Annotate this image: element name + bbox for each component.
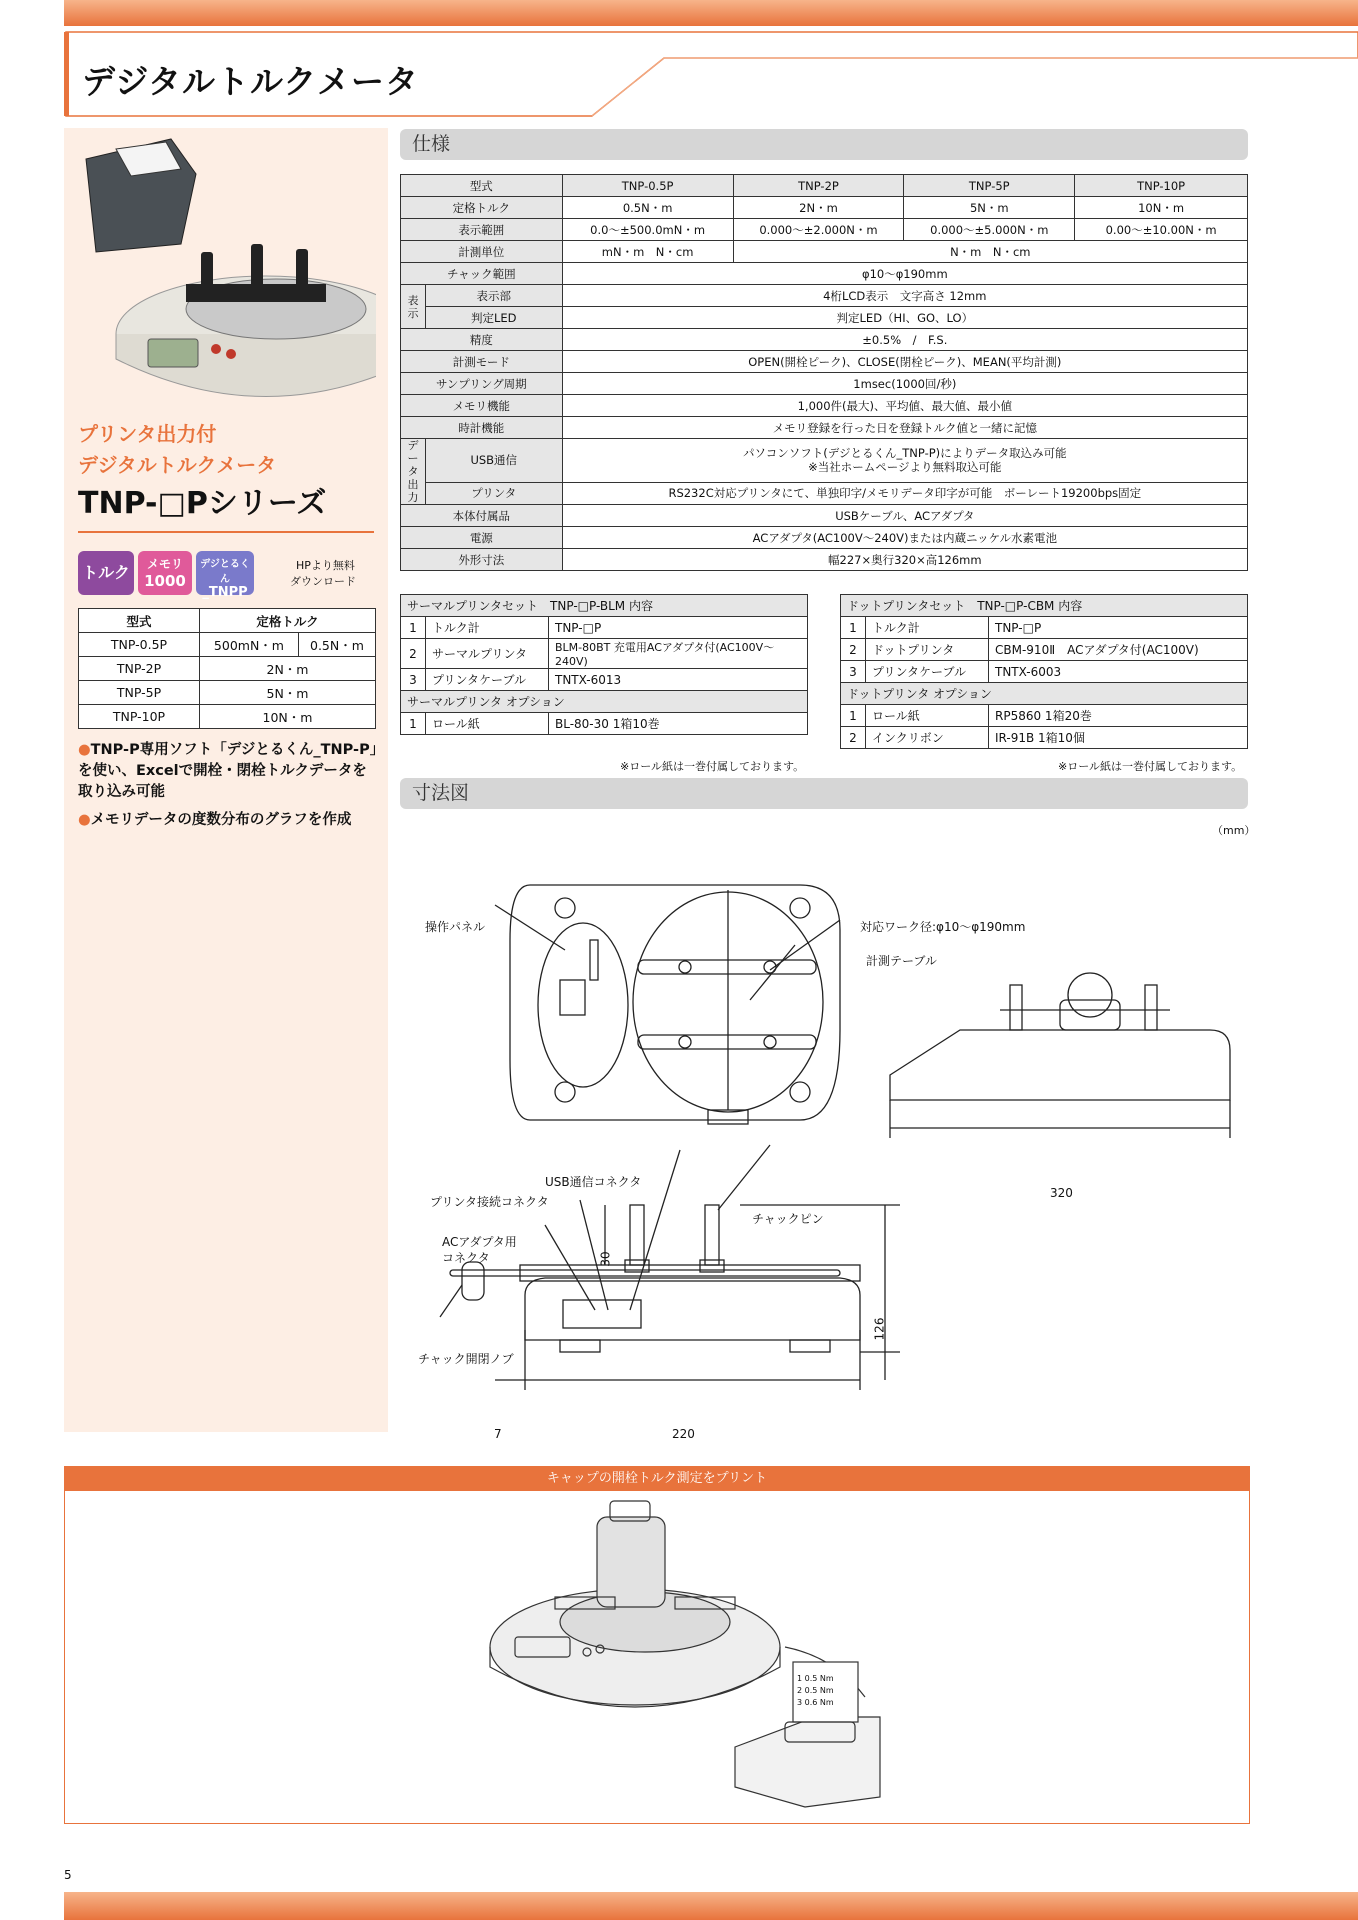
table-row [841,661,1248,683]
bullet-dot-icon: ● [78,742,91,758]
spec-label: 時計機能 [401,417,563,439]
item-value: TNP-□P [549,617,808,639]
spec-row [401,219,1248,241]
spec-row [401,373,1248,395]
item-value: CBM-910Ⅱ ACアダプタ付(AC100V) [989,639,1248,661]
thermal-set-title: サーマルプリンタセット TNP-□P-BLM 内容 [401,595,808,617]
table-row [79,681,376,705]
badge-memory-label: メモリ [146,557,183,571]
table-row [401,713,808,735]
dim-126: 126 [872,1317,887,1341]
spec-value: 0.00～±10.00N・m [1075,219,1248,241]
spec-group-display: 表示 [401,285,426,329]
spec-value: 0.000～±5.000N・m [904,219,1075,241]
spec-value: 幅227×奥行320×高126mm [562,549,1247,571]
bullet-2 [78,808,378,829]
model-cell: TNP-10P [79,705,200,729]
spec-row [401,241,1248,263]
item-name: トルク計 [866,617,989,639]
hp-note-2: ダウンロード [290,575,356,588]
item-value: TNTX-6013 [549,669,808,691]
usb-line-2: ※当社ホームページより無料取込可能 [808,460,1002,475]
row-number: 3 [401,669,426,691]
dot-set-table [840,594,1248,749]
rated-cell: 0.5N・m [298,633,375,657]
item-value: RP5860 1箱20巻 [989,705,1248,727]
row-number: 1 [841,705,866,727]
spec-value: 0.000～±2.000N・m [733,219,904,241]
spec-value: 1,000件(最大)、平均値、最大値、最小値 [562,395,1247,417]
title-banner [64,30,1358,118]
spec-row [401,175,1248,197]
spec-head: TNP-5P [904,175,1075,197]
spec-label: 表示部 [425,285,562,307]
dim-220: 220 [672,1427,695,1441]
thermal-option-title: サーマルプリンタ オプション [401,691,808,713]
label-chuck-pin: チャックピン [752,1212,824,1226]
spec-label: 計測モード [401,351,563,373]
label-ac-adapter-2: コネクタ [442,1251,490,1265]
page-number: 5 [64,1868,72,1882]
printout-text [797,1673,834,1709]
row-number: 1 [841,617,866,639]
rated-cell: 10N・m [200,705,376,729]
model-table [78,608,376,729]
row-number: 1 [401,713,426,735]
spec-table [400,174,1248,571]
spec-value: メモリ登録を行った日を登録トルク値と一緒に記憶 [562,417,1247,439]
dim-30: 30 [598,1251,613,1267]
hp-note-1: HPより無料 [296,559,355,572]
label-usb-connector: USB通信コネクタ [545,1175,642,1189]
spec-row [401,197,1248,219]
spec-row [401,439,1248,483]
row-number: 1 [401,617,426,639]
item-name: プリンタケーブル [426,669,549,691]
label-measure-table: 計測テーブル [866,954,937,968]
spec-value: USBケーブル、ACアダプタ [562,505,1247,527]
model-cell: TNP-0.5P [79,633,200,657]
item-name: プリンタケーブル [866,661,989,683]
spec-value [562,439,1247,483]
item-value: BLM-80BT 充電用ACアダプタ付(AC100V～240V) [549,639,808,669]
table-row [401,669,808,691]
unit-label: （mm） [1212,824,1256,837]
item-value: IR-91B 1箱10個 [989,727,1248,749]
dimension-drawing [400,860,1250,1460]
divider [78,531,374,533]
item-name: ロール紙 [426,713,549,735]
spec-label: USB通信 [425,439,562,483]
left-panel [64,128,388,1432]
item-value: TNTX-6003 [989,661,1248,683]
dim-320: 320 [1050,1186,1073,1200]
badge-software-label: デジとるくん [200,559,250,585]
printout-line-2: 2 0.5 Nm [797,1686,834,1695]
spec-label: 外形寸法 [401,549,563,571]
label-ac-adapter-1: ACアダプタ用 [442,1235,517,1249]
spec-row [401,329,1248,351]
spec-value: φ10～φ190mm [562,263,1247,285]
spec-value: 2N・m [733,197,904,219]
table-row [79,705,376,729]
printout-line-1: 1 0.5 Nm [797,1674,834,1683]
spec-value: 0.0～±500.0mN・m [562,219,733,241]
item-value: TNP-□P [989,617,1248,639]
product-name: TNP-□Pシリーズ [78,486,327,521]
dot-set-title: ドットプリンタセット TNP-□P-CBM 内容 [841,595,1248,617]
row-number: 2 [841,727,866,749]
spec-label: 計測単位 [401,241,563,263]
feature-badges [78,551,378,600]
spec-group-data-output: データ出力 [401,439,426,505]
spec-label: 定格トルク [401,197,563,219]
table-row [401,639,808,669]
th-rated: 定格トルク [200,609,376,633]
spec-label: プリンタ [425,482,562,504]
badge-memory-count: 1000 [144,572,186,590]
spec-label: 型式 [401,175,563,197]
bottom-decorative-bar [64,1892,1358,1920]
badge-memory [138,551,192,595]
rated-cell: 2N・m [200,657,376,681]
label-chuck-knob: チャック開閉ノブ [418,1352,514,1366]
spec-row [401,263,1248,285]
spec-label: 精度 [401,329,563,351]
spec-row [401,395,1248,417]
product-subtitle-2: デジタルトルクメータ [78,453,277,477]
spec-value: 4桁LCD表示 文字高さ 12mm [562,285,1247,307]
top-decorative-bar [64,0,1358,26]
item-name: ロール紙 [866,705,989,727]
model-cell: TNP-5P [79,681,200,705]
print-example-banner: キャップの開栓トルク測定をプリント [65,1467,1249,1491]
spec-label: 電源 [401,527,563,549]
spec-value: 5N・m [904,197,1075,219]
spec-value: 0.5N・m [562,197,733,219]
spec-value: RS232C対応プリンタにて、単独印字/メモリデータ印字が可能 ボーレート19200bps固定 [562,482,1247,504]
rated-cell: 500mN・m [200,633,299,657]
print-example-illustration [485,1497,985,1817]
spec-row [401,482,1248,504]
spec-section-header: 仕様 [400,129,1248,160]
dim-7: 7 [494,1427,502,1441]
spec-value: OPEN(開栓ピーク)、CLOSE(閉栓ピーク)、MEAN(平均計測) [562,351,1247,373]
spec-label: 表示範囲 [401,219,563,241]
spec-value: 10N・m [1075,197,1248,219]
table-row [841,617,1248,639]
dot-note: ※ロール紙は一巻付属しております。 [1058,760,1243,773]
spec-label: サンプリング周期 [401,373,563,395]
th-model: 型式 [79,609,200,633]
spec-value: ACアダプタ(AC100V～240V)または内蔵ニッケル水素電池 [562,527,1247,549]
spec-label: メモリ機能 [401,395,563,417]
printout-line-3: 3 0.6 Nm [797,1698,834,1707]
spec-label: チャック範囲 [401,263,563,285]
spec-value: 判定LED（HI、GO、LO） [562,307,1247,329]
row-number: 2 [841,639,866,661]
row-number: 2 [401,639,426,669]
usb-line-1: パソコンソフト(デジとるくん_TNP-P)によりデータ取込み可能 [742,446,1067,461]
table-row [79,633,376,657]
spec-row [401,417,1248,439]
item-name: サーマルプリンタ [426,639,549,669]
spec-value: mN・m N・cm [562,241,733,263]
bullet-1-text: TNP-P専用ソフト「デジとるくん_TNP-P」を使い、Excelで開栓・閉栓トルクデータを取り込み可能 [78,742,377,800]
item-name: インクリボン [866,727,989,749]
item-name: トルク計 [426,617,549,639]
spec-head: TNP-2P [733,175,904,197]
model-cell: TNP-2P [79,657,200,681]
spec-head: TNP-0.5P [562,175,733,197]
spec-row [401,527,1248,549]
label-operation-panel: 操作パネル [425,920,486,934]
spec-row [401,505,1248,527]
page-title: デジタルトルクメータ [82,62,420,101]
spec-label: 判定LED [425,307,562,329]
spec-row [401,549,1248,571]
badge-software [196,551,254,600]
spec-value: 1msec(1000回/秒) [562,373,1247,395]
thermal-set-table [400,594,808,735]
spec-label: 本体付属品 [401,505,563,527]
item-value: BL-80-30 1箱10巻 [549,713,808,735]
bullet-dot-icon: ● [78,812,91,828]
print-example-box [64,1466,1250,1824]
spec-row [401,351,1248,373]
spec-head: TNP-10P [1075,175,1248,197]
item-name: ドットプリンタ [866,639,989,661]
label-work-diameter: 対応ワーク径:φ10～φ190mm [860,920,1026,934]
thermal-note: ※ロール紙は一巻付属しております。 [620,760,805,773]
spec-value: N・m N・cm [733,241,1247,263]
rated-cell: 5N・m [200,681,376,705]
table-row [841,705,1248,727]
bullet-2-text: メモリデータの度数分布のグラフを作成 [90,812,352,828]
product-photo [76,134,376,424]
badge-torque: トルク [78,551,134,595]
dot-option-title: ドットプリンタ オプション [841,683,1248,705]
table-row [401,617,808,639]
table-row [79,657,376,681]
product-subtitle-1: プリンタ出力付 [78,422,217,446]
spec-value: ±0.5% / F.S. [562,329,1247,351]
dimension-section-header: 寸法図 [400,778,1248,809]
label-printer-connector: プリンタ接続コネクタ [430,1195,549,1209]
table-row [841,639,1248,661]
table-row [841,727,1248,749]
spec-row [401,307,1248,329]
spec-row [401,285,1248,307]
badge-software-name: _TNPP [202,585,248,600]
bullet-1 [78,740,378,803]
row-number: 3 [841,661,866,683]
